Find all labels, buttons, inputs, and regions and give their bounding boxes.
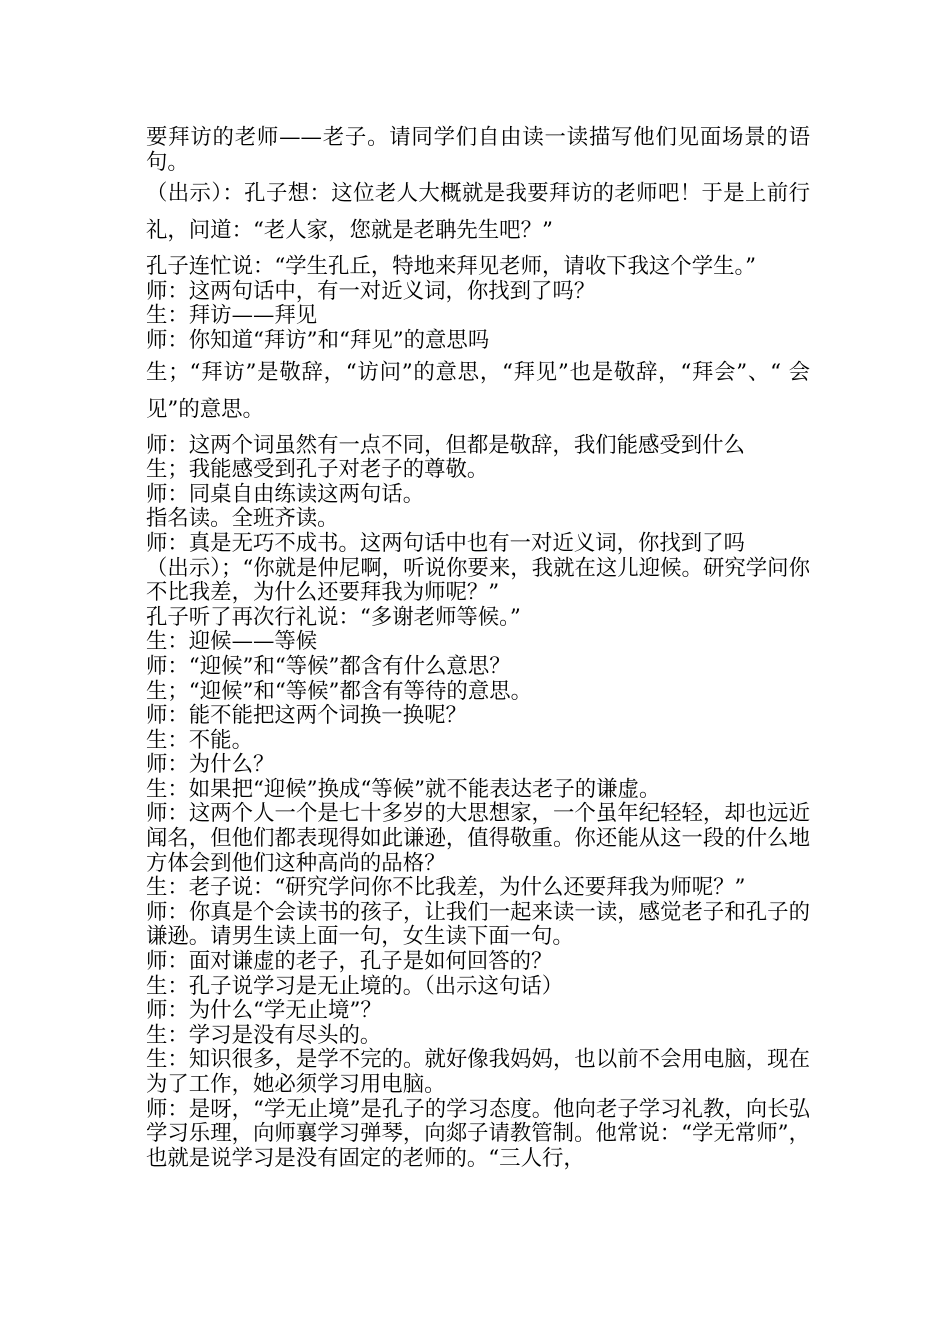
paragraph: （出示）；“你就是仲尼啊，听说你要来，我就在这儿迎候。研究学问你不比我差，为什么还要拜我为师呢？” bbox=[146, 555, 810, 606]
paragraph: 师：“迎候”和“等候”都含有什么意思？ bbox=[146, 653, 511, 679]
paragraph: 师：为什么“学无止境”？ bbox=[146, 998, 382, 1024]
paragraph: 生：知识很多，是学不完的。就好像我妈妈，也以前不会用电脑，现在为了工作，她必须学习用电脑。 bbox=[146, 1047, 810, 1097]
paragraph: 生：孔子说学习是无止境的。（出示这句话） bbox=[146, 973, 564, 999]
paragraph: 指名读。全班齐读。 bbox=[146, 506, 339, 532]
paragraph: 要拜访的老师——老子。请同学们自由读一读描写他们见面场景的语句。 bbox=[146, 125, 810, 175]
paragraph: 生：迎候——等候 bbox=[146, 629, 318, 655]
paragraph: 生；我能感受到孔子对老子的尊敬。 bbox=[146, 457, 489, 483]
paragraph: 孔子听了再次行礼说：“多谢老师等候。” bbox=[146, 604, 521, 630]
paragraph: 生；“拜访”是敬辞，“访问”的意思，“拜见”也是敬辞，“拜会”、“ 会见”的意思。 bbox=[146, 359, 810, 422]
paragraph: 师：真是无巧不成书。这两句话中也有一对近义词，你找到了吗 bbox=[146, 530, 745, 556]
paragraph: 师：能不能把这两个词换一换呢？ bbox=[146, 703, 467, 729]
paragraph: 生：老子说：“研究学问你不比我差，为什么还要拜我为师呢？” bbox=[146, 875, 746, 901]
paragraph: 师：面对谦虚的老子，孔子是如何回答的？ bbox=[146, 949, 553, 975]
paragraph: 生；“迎候”和“等候”都含有等待的意思。 bbox=[146, 678, 532, 704]
paragraph: 师：这两句话中，有一对近义词，你找到了吗？ bbox=[146, 278, 596, 304]
paragraph: 孔子连忙说：“学生孔丘，特地来拜见老师，请收下我这个学生。” bbox=[146, 254, 757, 280]
paragraph: 师：为什么？ bbox=[146, 752, 275, 778]
paragraph: 生：如果把“迎候”换成“等候”就不能表达老子的谦虚。 bbox=[146, 776, 661, 802]
paragraph: 师：你真是个会读书的孩子，让我们一起来读一读，感觉老子和孔子的谦逊。请男生读上面一句，女生读下面一句。 bbox=[146, 899, 810, 950]
paragraph: 生：拜访——拜见 bbox=[146, 303, 318, 329]
paragraph: 生：不能。 bbox=[146, 727, 253, 753]
paragraph: 师：你知道“拜访”和“拜见”的意思吗 bbox=[146, 327, 490, 353]
paragraph: （出示）：孔子想：这位老人大概就是我要拜访的老师吧！于是上前行礼，问道：“老人家，您就是老聃先生吧？” bbox=[146, 181, 810, 244]
paragraph: 师：这两个人一个是七十多岁的大思想家，一个虽年纪轻轻，却也远近闻名，但他们都表现得如此谦逊，值得敬重。你还能从这一段的什么地方体会到他们这种高尚的品格？ bbox=[146, 801, 810, 876]
paragraph: 生：学习是没有尽头的。 bbox=[146, 1022, 382, 1048]
document-body bbox=[146, 126, 810, 1171]
paragraph: 师：这两个词虽然有一点不同，但都是敬辞，我们能感受到什么 bbox=[146, 432, 745, 458]
paragraph: 师：同桌自由练读这两句话。 bbox=[146, 481, 425, 507]
paragraph: 师：是呀，“学无止境”是孔子的学习态度。他向老子学习礼教，向长弘学习乐理，向师襄学习弹琴，向郯子请教管制。他常说：“学无常师”，也就是说学习是没有固定的老师的。“三人行， bbox=[146, 1096, 810, 1171]
